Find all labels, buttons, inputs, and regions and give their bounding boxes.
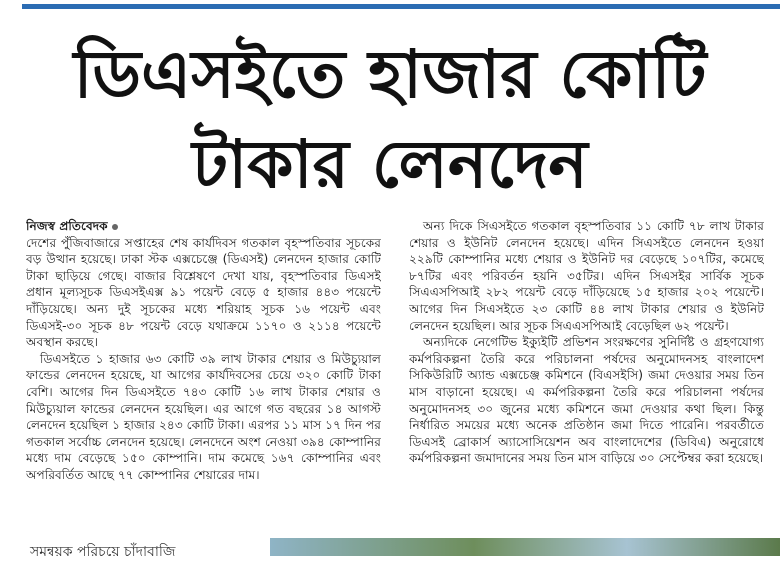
next-article-caption: সমন্বয়ক পরিচয়ে চাঁদাবাজি bbox=[30, 544, 176, 560]
headline bbox=[30, 30, 750, 210]
paragraph: ডিএসইতে ১ হাজার ৬৩ কোটি ৩৯ লাখ টাকার শেয়ার ও মিউচ্যুয়াল ফান্ডের লেনদেন হয়েছে, যা আগের কার্যদিবসের চেয়ে ৩২০ কোটি টাকা বেশি। আগের দিন ডিএসইতে ৭৪৩ কোটি ১৬ লাখ টাকার শেয়ার ও মিউচ্যুয়াল ফান্ডের লেনদেন হয়েছিল। এর আগে গত বছরের ১৪ আগস্ট লেনদেন হয়েছিল ১ হাজার ২৪৩ কোটি টাকা। এরপর ১১ মাস ১৭ দিন পর গতকাল সর্বোচ্চ লেনদেন হয়েছে। লেনদেনে অংশ নেওয়া ৩৯৪ কোম্পানির মধ্যে দাম বেড়েছে ১৫০ কোম্পানি। দাম কমেছে ১৬৭ কোম্পানির এবং অপরিবর্তিত আছে ৭৭ কোম্পানির শেয়ারের দাম। bbox=[26, 351, 381, 482]
headline-line-1: ডিএসইতে হাজার কোটি bbox=[73, 36, 707, 113]
article-body bbox=[26, 218, 764, 528]
paragraph: অন্য দিকে সিএসইতে গতকাল বৃহস্পতিবার ১১ কোটি ৭৮ লাখ টাকার শেয়ার ও ইউনিট লেনদেন হয়েছে। এদিন সিএসইতে লেনদেন হওয়া ২২৯টি কোম্পানির মধ্যে শেয়ার ও ইউনিট দর বেড়েছে ১০৭টির, কমেছে ৮৭টির এবং পরিবর্তন হয়নি ৩৫টির। এদিন সিএসইর সার্বিক সূচক সিএএসপিআই ২৮২ পয়েন্ট বেড়ে দাঁড়িয়েছে ১৫ হাজার ২০২ পয়েন্টে। আগের দিন সিএসইতে ২৩ কোটি ৪৪ লাখ টাকার শেয়ার ও ইউনিট লেনদেন হয়েছিল। আর সূচক সিএএসপিআই বেড়েছিল ৬২ পয়েন্ট। bbox=[409, 219, 764, 333]
bullet-icon bbox=[112, 224, 118, 230]
next-article-photo bbox=[270, 538, 780, 556]
paragraph: অন্যদিকে নেগেটিভ ইক্যুইটি প্রভিশন সংরক্ষণের সুনির্দিষ্ট ও গ্রহণযোগ্য কর্মপরিকল্পনা তৈরি করে পরিচালনা পর্ষদের অনুমোদনসহ বাংলাদেশ সিকিউরিটি অ্যান্ড এক্সচেঞ্জ কমিশনে (বিএসইসি) জমা দেওয়ার সময় তিন মাস বাড়ানো হয়েছে। এ কর্মপরিকল্পনা তৈরি করে পরিচালনা পর্ষদের অনুমোদনসহ ৩০ জুনের মধ্যে কমিশনে জমা দেওয়ার কথা ছিল। কিন্তু নির্ধারিত সময়ের মধ্যে অনেক প্রতিষ্ঠান জমা দিতে পারেনি। পরবর্তীতে ডিএসই ব্রোকার্স অ্যাসোসিয়েশন অব বাংলাদেশের (ডিবিএ) অনুরোধে কর্মপরিকল্পনা জমাদানের সময় তিন মাস বাড়িয়ে ৩০ সেপ্টেম্বর করা হয়েছে। bbox=[409, 335, 764, 466]
byline: নিজস্ব প্রতিবেদক bbox=[26, 219, 108, 233]
column-right bbox=[409, 218, 764, 528]
headline-line-2: টাকার লেনদেন bbox=[192, 126, 588, 203]
top-rule bbox=[22, 4, 780, 9]
column-left bbox=[26, 218, 381, 528]
byline-paragraph bbox=[26, 218, 381, 235]
paragraph: দেশের পুঁজিবাজারে সপ্তাহের শেষ কার্যদিবস গতকাল বৃহস্পতিবার সূচকের বড় উত্থান হয়েছে। ঢাকা স্টক এক্সচেঞ্জে (ডিএসই) লেনদেন হাজার কোটি টাকা ছাড়িয়ে গেছে। বাজার বিশ্লেষণে দেখা যায়, বৃহস্পতিবার ডিএসই প্রধান মূল্যসূচক ডিএসইএক্স ৯১ পয়েন্ট বেড়ে ৫ হাজার ৪৪৩ পয়েন্টে দাঁড়িয়েছে। অন্য দুই সূচকের মধ্যে শরিয়াহ সূচক ১৬ পয়েন্ট এবং ডিএসই-৩০ সূচক ৪৮ পয়েন্ট বেড়ে যথাক্রমে ১১৭০ ও ২১১৪ পয়েন্টে অবস্থান করছে। bbox=[26, 235, 381, 350]
